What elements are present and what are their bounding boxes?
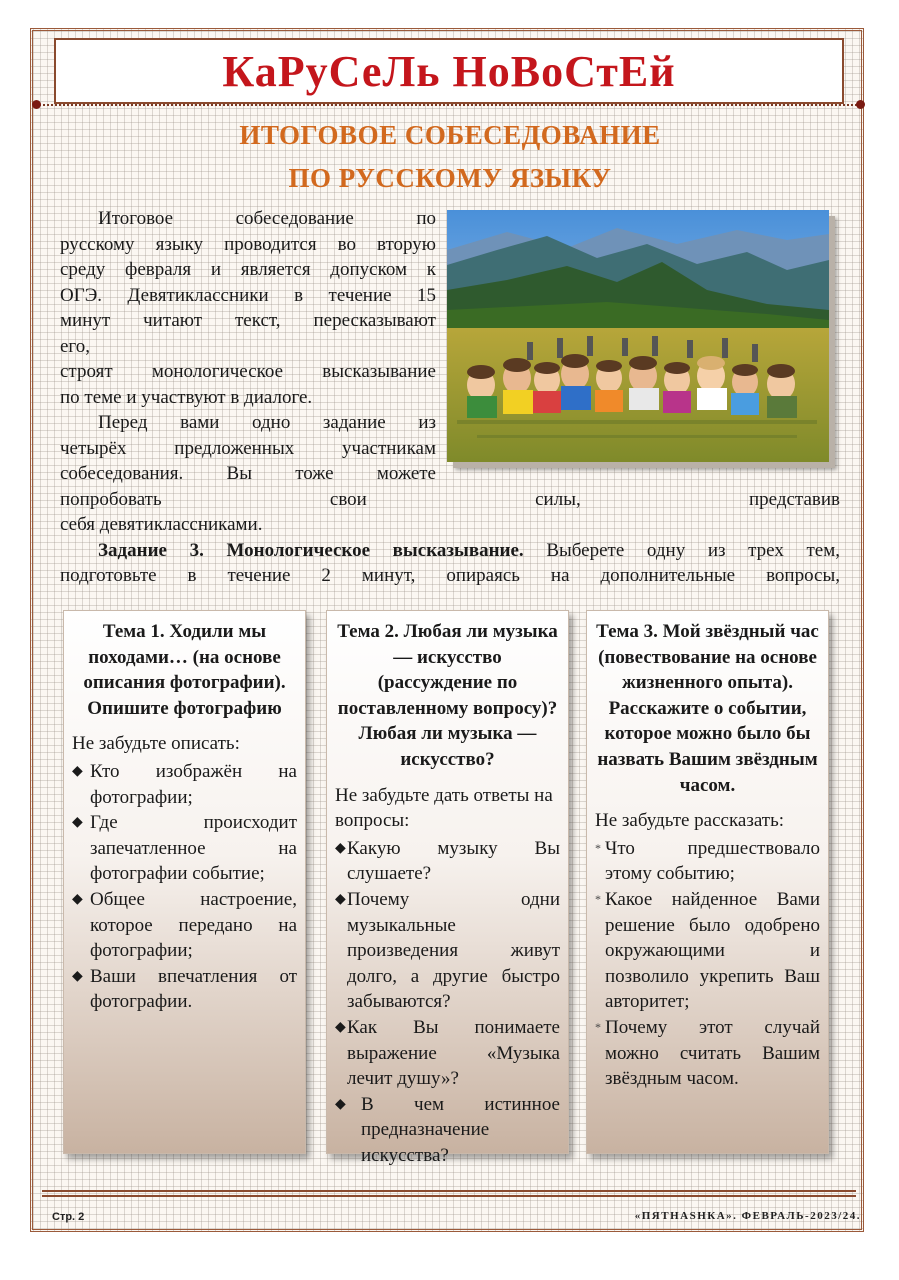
list-item: * Какое найденное Вами решение было одобрено окружающими и позволило укрепить Ваш авторитет; — [595, 887, 820, 1015]
topic-card-3 — [586, 610, 829, 1154]
diamond-bullet-icon: ◆ — [72, 815, 83, 831]
asterisk-bullet-icon: * — [595, 840, 601, 855]
task-intro-line-1: Задание 3. Монологическое высказывание. Выберете одну из трех тем, — [98, 540, 840, 561]
diamond-bullet-icon: ◆ — [335, 1096, 346, 1112]
diamond-bullet-icon: ◆ — [72, 891, 83, 907]
article-heading-line-1: ИТОГОВОЕ СОБЕСЕДОВАНИЕ — [239, 120, 661, 150]
diamond-bullet-icon: ◆ — [72, 763, 83, 779]
list-item: * Почему этот случай можно считать Вашим звёздным часом. — [595, 1015, 820, 1092]
topic-card-1-intro: Не забудьте описать: — [72, 733, 240, 755]
list-item: * Что предшествовало этому событию; — [595, 836, 820, 887]
topic-card-1-title: Тема 1. Ходили мы походами… (на основе описания фотографии). Опишите фотографию — [83, 621, 286, 719]
diamond-bullet-icon: ◆ — [335, 840, 346, 856]
list-item: ◆ Где происходит запечатленное на фотографии событие; — [72, 810, 297, 887]
asterisk-bullet-icon: * — [595, 1019, 601, 1034]
mountain-meadow-photo — [447, 210, 829, 462]
footer-rule-bottom — [42, 1195, 856, 1197]
topic-card-3-title: Тема 3. Мой звёздный час (повествование на основе жизненного опыта). Расскажите о событии, которое можно было бы назвать Вашим звёздным часом. — [596, 621, 819, 796]
asterisk-bullet-icon: * — [595, 891, 601, 906]
list-item: ◆ Как Вы понимаете выражение «Музыка лечит душу»? — [335, 1015, 560, 1092]
topic-card-2 — [326, 610, 569, 1166]
article-heading-line-2: ПО РУССКОМУ ЯЗЫКУ — [288, 163, 612, 193]
footer-rule-top — [42, 1190, 856, 1192]
divider-dot-left — [32, 100, 41, 109]
diamond-bullet-icon: ◆ — [72, 968, 83, 984]
page-number: Стр. 2 — [52, 1211, 85, 1223]
list-item: ◆ Почему одни музыкальные произведения живут долго, а другие быстро забываются? — [335, 887, 560, 1015]
diamond-bullet-icon: ◆ — [335, 891, 346, 907]
masthead — [54, 38, 844, 104]
topic-card-3-intro: Не забудьте рассказать: — [595, 810, 785, 832]
list-item: ◆ В чем истинное предназначение искусства? — [335, 1092, 560, 1169]
list-item: ◆ Какую музыку Вы слушаете? — [335, 836, 560, 887]
topic-card-2-title: Тема 2. Любая ли музыка — искусство (рассуждение по поставленному вопросу)? Любая ли музыка — искусство? — [337, 621, 558, 770]
masthead-divider — [36, 104, 860, 106]
topic-card-2-intro: Не забудьте дать ответы на вопросы: — [335, 784, 553, 832]
diamond-bullet-icon: ◆ — [335, 1019, 346, 1035]
divider-dot-right — [856, 100, 865, 109]
list-item: ◆ Общее настроение, которое передано на фотографии; — [72, 887, 297, 964]
list-item: ◆ Кто изображён на фотографии; — [72, 759, 297, 810]
list-item: ◆ Ваши впечатления от фотографии. — [72, 964, 297, 1015]
topic-card-1 — [63, 610, 306, 1154]
group-photo — [447, 210, 829, 462]
issue-label: «ПЯТНАSHКА». ФЕВРАЛЬ-2023/24. — [634, 1210, 861, 1222]
task-intro-line-2: подготовьте в течение 2 минут, опираясь на дополнительные вопросы, — [60, 565, 840, 586]
masthead-title: КаРуСеЛь НоВоСтЕй — [222, 46, 676, 96]
